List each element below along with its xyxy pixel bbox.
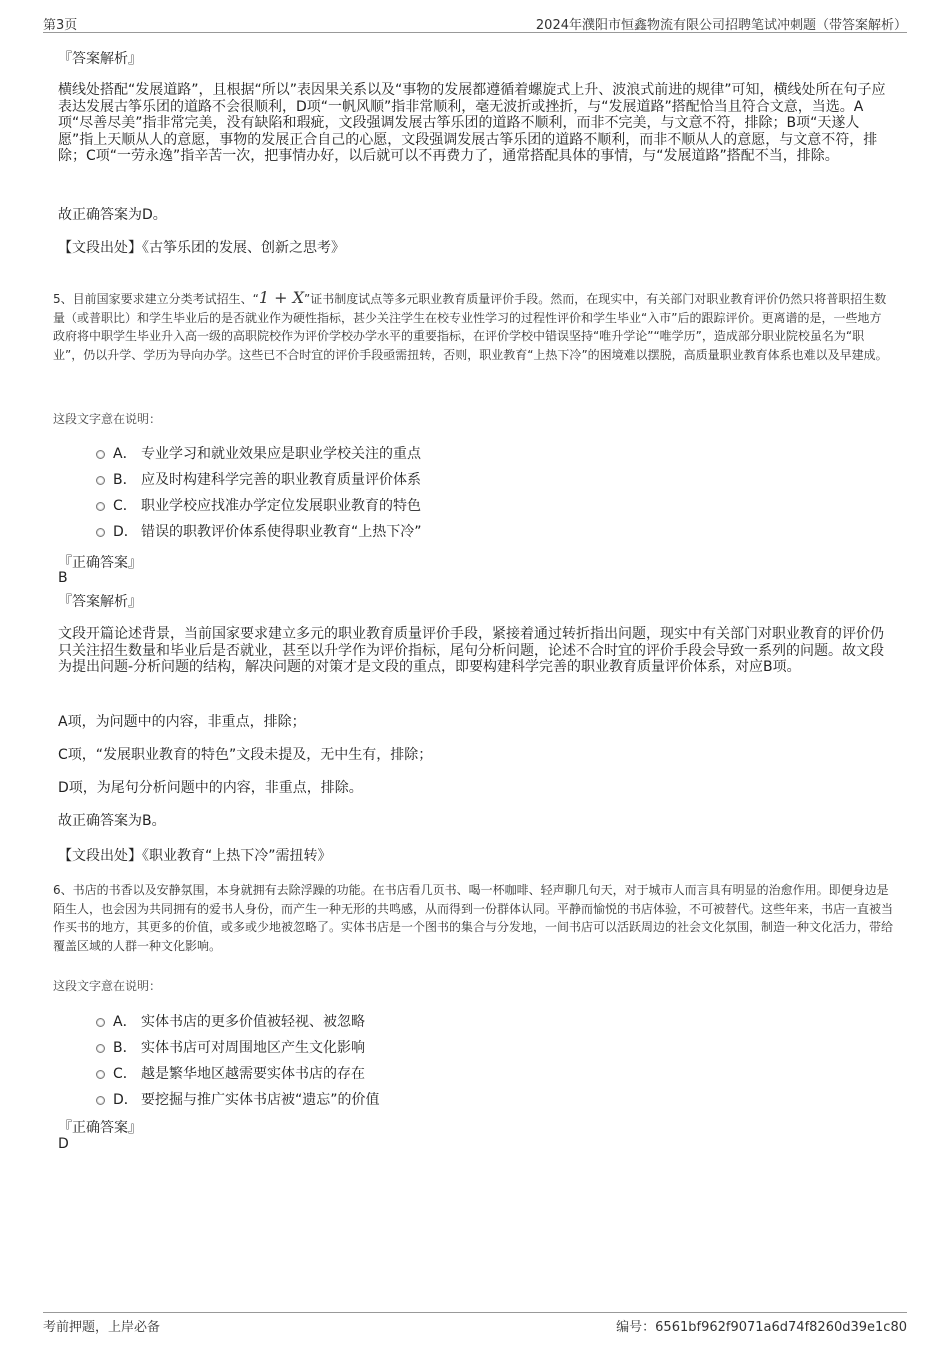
analysis-label: 『答案解析』 [58, 594, 142, 610]
analysis-text: 横线处搭配“发展道路”，且根据“所以”表因果关系以及“事物的发展都遵循着螺旋式上升、波浪式前进的规律”可知，横线处所在句子应表达发展古筝乐团的道路不会很顺利，D项“一帆风顺”指非常顺利，毫无波折或挫折，与“发展道路”搭配恰当且符合文意，当选。A项“尽善尽美”指非常完美，没有缺陷和瑕疵，文段强调发展古筝乐团的道路不顺利，而非不完美，与文意不符，排除；B项“天遂人愿”指上天顺从人的意愿，事物的发展正合自己的心愿，文段强调发展古筝乐团的道路不顺利，而非不顺从人的意愿，与文意不符，排除；C项“一劳永逸”指辛苦一次，把事情办好，以后就可以不再费力了，通常搭配具体的事情，与“发展道路”搭配不当，排除。 [58, 82, 886, 164]
footer-slogan: 考前押题，上岸必备 [43, 1320, 161, 1335]
answer-label: 『正确答案』 [58, 555, 142, 571]
radio-icon[interactable] [96, 1096, 105, 1105]
radio-icon[interactable] [96, 502, 105, 511]
radio-icon[interactable] [96, 476, 105, 485]
analysis-label: 『答案解析』 [58, 51, 142, 67]
option-d[interactable]: D． 错误的职教评价体系使得职业教育“上热下冷” [96, 518, 422, 544]
document-title: 2024年濮阳市恒鑫物流有限公司招聘笔试冲刺题（带答案解析） [535, 18, 907, 33]
option-c[interactable]: C． 职业学校应找准办学定位发展职业教育的特色 [96, 492, 422, 518]
question-6-stem: 6、书店的书香以及安静氛围，本身就拥有去除浮躁的功能。在书店看几页书、喝一杯咖啡、轻声聊几句天，对于城市人而言具有明显的治愈作用。即便身边是陌生人，也会因为共同拥有的爱书人身份，而产生一种无形的共鸣感，从而得到一份群体认同。平静而愉悦的书店体验，不可被替代。这些年来，书店一直被当作买书的地方，其更多的价值，或多或少地被忽略了。实体书店是一个图书的集合与分发地，一间书店可以活跃周边的社会文化氛围，制造一种文化活力，带给覆盖区域的人群一种文化影响。 [53, 883, 894, 953]
question-6-prompt: 这段文字意在说明： [53, 979, 162, 993]
answer-value: B [58, 570, 68, 586]
radio-icon[interactable] [96, 1044, 105, 1053]
source: 【文段出处】《职业教育“上热下冷”需扭转》 [58, 848, 332, 864]
conclusion: 故正确答案为B。 [58, 813, 166, 829]
conclusion: 故正确答案为D。 [58, 207, 167, 223]
question-5-options [96, 440, 422, 544]
analysis-text: 文段开篇论述背景，当前国家要求建立多元的职业教育质量评价手段，紧接着通过转折指出问题，现实中有关部门对职业教育的评价仍只关注招生数量和毕业后是否就业，甚至以升学作为评价指标，尾句分析问题，论述不合时宜的评价手段会导致一系列的问题。故文段为提出问题-分析问题的结构，解决问题的对策才是文段的重点，即要构建科学完善的职业教育质量评价体系，对应B项。 [58, 626, 884, 675]
radio-icon[interactable] [96, 450, 105, 459]
note-d: D项，为尾句分析问题中的内容，非重点，排除。 [58, 780, 363, 796]
page-number: 第3页 [43, 18, 78, 33]
question-5-stem: 5、目前国家要求建立分类考试招生、“1 + X”证书制度试点等多元职业教育质量评价手段。然而，在现实中，有关部门对职业教育评价仍然只将普职招生数量（或普职比）和学生毕业后的是否就业作为硬性指标，甚少关注学生在校专业性学习的过程性评价和学生毕业“入市”后的跟踪评价。更离谱的是，一些地方政府将中职学生毕业升入高一级的高职院校作为评价学校办学水平的重要指标，在评价学校中错误坚持“唯升学论”“唯学历”，造成部分职业院校虽名为“职业”，仍以升学、学历为导向办学。这些已不合时宜的评价手段亟需扭转，否则，职业教育“上热下冷”的困境难以摆脱，高质量职业教育体系也难以及早建成。 [53, 288, 888, 362]
radio-icon[interactable] [96, 1018, 105, 1027]
option-c[interactable]: C． 越是繁华地区越需要实体书店的存在 [96, 1060, 380, 1086]
option-b[interactable]: B． 应及时构建科学完善的职业教育质量评价体系 [96, 466, 422, 492]
source: 【文段出处】《古筝乐团的发展、创新之思考》 [58, 240, 345, 256]
answer-label: 『正确答案』 [58, 1120, 142, 1136]
option-a[interactable]: A． 实体书店的更多价值被轻视、被忽略 [96, 1008, 380, 1034]
page-footer [43, 1312, 907, 1335]
option-b[interactable]: B． 实体书店可对周围地区产生文化影响 [96, 1034, 380, 1060]
radio-icon[interactable] [96, 1070, 105, 1079]
radio-icon[interactable] [96, 528, 105, 537]
option-a[interactable]: A． 专业学习和就业效果应是职业学校关注的重点 [96, 440, 422, 466]
formula: 1 + X [258, 288, 305, 307]
note-c: C项，“发展职业教育的特色”文段未提及，无中生有，排除； [58, 747, 433, 763]
answer-value: D [58, 1136, 69, 1152]
question-5-prompt: 这段文字意在说明： [53, 412, 162, 426]
question-6-options [96, 1008, 380, 1112]
document-code: 编号：6561bf962f9071a6d74f8260d39e1c80 [616, 1320, 907, 1335]
page-header [43, 10, 907, 33]
note-a: A项，为问题中的内容，非重点，排除； [58, 714, 306, 730]
option-d[interactable]: D． 要挖掘与推广实体书店被“遗忘”的价值 [96, 1086, 380, 1112]
